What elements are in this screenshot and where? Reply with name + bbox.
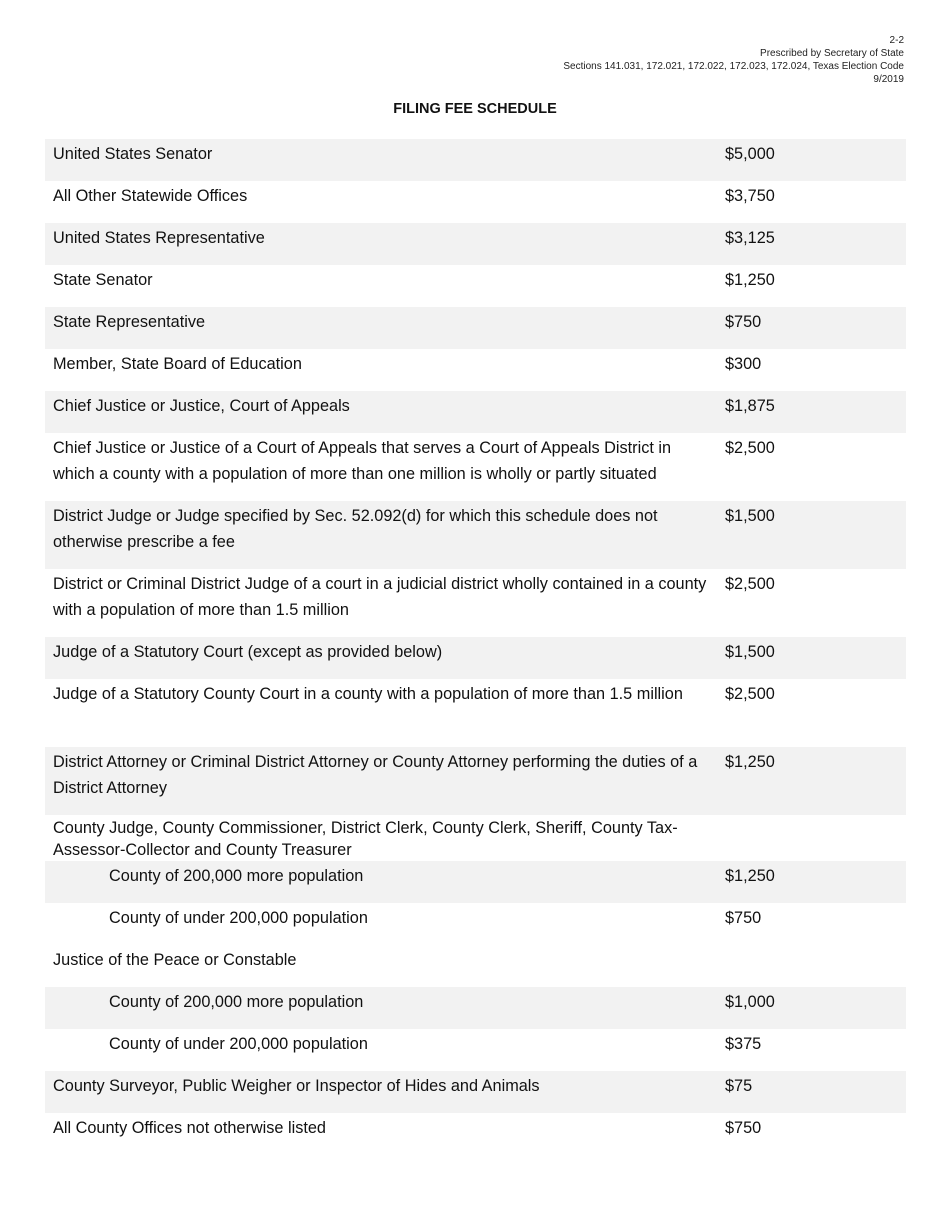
fee-amount: $1,875 — [725, 397, 775, 415]
code-sections: Sections 141.031, 172.021, 172.022, 172.023, 172.024, Texas Election Code — [563, 61, 904, 72]
table-row — [45, 861, 906, 903]
table-row — [45, 265, 906, 307]
table-row — [45, 433, 906, 501]
table-row — [45, 747, 906, 815]
fee-amount: $75 — [725, 1077, 753, 1095]
fee-amount: $5,000 — [725, 145, 775, 163]
office-label: County of 200,000 more population — [109, 867, 364, 885]
table-row — [45, 1113, 906, 1155]
office-label: County Judge, County Commissioner, District Clerk, County Clerk, Sheriff, County Tax-Assessor-Collector and County Treasurer — [53, 819, 678, 859]
fee-table — [45, 139, 906, 1155]
office-label: County of under 200,000 population — [109, 909, 368, 927]
prescribed-by: Prescribed by Secretary of State — [760, 48, 904, 59]
fee-amount: $3,750 — [725, 187, 775, 205]
table-row — [45, 945, 906, 987]
table-row — [45, 1029, 906, 1071]
fee-amount: $1,500 — [725, 507, 775, 525]
table-row — [45, 637, 906, 679]
fee-amount: $1,250 — [725, 271, 775, 289]
form-date: 9/2019 — [873, 74, 904, 85]
office-label: Chief Justice or Justice of a Court of Appeals that serves a Court of Appeals District in which a county with a population of more than one million is wholly or partly situated — [53, 439, 672, 483]
office-label: County Surveyor, Public Weigher or Inspector of Hides and Animals — [53, 1077, 540, 1095]
office-label: All Other Statewide Offices — [53, 187, 248, 205]
fee-amount: $750 — [725, 1119, 762, 1137]
office-label: District or Criminal District Judge of a court in a judicial district wholly contained in a county with a population of more than 1.5 million — [53, 575, 707, 619]
fee-amount: $750 — [725, 313, 762, 331]
table-row — [45, 815, 906, 861]
table-row — [45, 987, 906, 1029]
table-row — [45, 181, 906, 223]
office-label: Judge of a Statutory County Court in a county with a population of more than 1.5 million — [53, 685, 683, 703]
table-row — [45, 903, 906, 945]
office-label: Member, State Board of Education — [53, 355, 302, 373]
office-label: United States Senator — [53, 145, 213, 163]
page-header — [563, 34, 904, 86]
table-row — [45, 679, 906, 747]
office-label: County of under 200,000 population — [109, 1035, 368, 1053]
office-label: District Attorney or Criminal District Attorney or County Attorney performing the duties of a District Attorney — [53, 753, 698, 797]
table-row — [45, 349, 906, 391]
office-label: District Judge or Judge specified by Sec. 52.092(d) for which this schedule does not otherwise prescribe a fee — [53, 507, 658, 551]
fee-amount: $1,000 — [725, 993, 775, 1011]
fee-amount: $2,500 — [725, 439, 775, 457]
fee-amount: $1,250 — [725, 867, 775, 885]
page-title: FILING FEE SCHEDULE — [393, 101, 557, 117]
office-label: Justice of the Peace or Constable — [53, 951, 297, 969]
table-row — [45, 223, 906, 265]
fee-amount: $1,500 — [725, 643, 775, 661]
office-label: United States Representative — [53, 229, 265, 247]
table-row — [45, 569, 906, 637]
fee-amount: $2,500 — [725, 575, 775, 593]
office-label: County of 200,000 more population — [109, 993, 364, 1011]
office-label: State Senator — [53, 271, 153, 289]
page-number: 2-2 — [889, 35, 904, 46]
table-row — [45, 391, 906, 433]
office-label: Judge of a Statutory Court (except as provided below) — [53, 643, 443, 661]
fee-amount: $300 — [725, 355, 762, 373]
office-label: State Representative — [53, 313, 206, 331]
table-row — [45, 307, 906, 349]
office-label: Chief Justice or Justice, Court of Appeals — [53, 397, 350, 415]
fee-amount: $375 — [725, 1035, 762, 1053]
table-row — [45, 501, 906, 569]
fee-amount: $1,250 — [725, 753, 775, 771]
fee-amount: $3,125 — [725, 229, 775, 247]
office-label: All County Offices not otherwise listed — [53, 1119, 326, 1137]
fee-amount: $2,500 — [725, 685, 775, 703]
fee-amount: $750 — [725, 909, 762, 927]
table-row — [45, 1071, 906, 1113]
table-row — [45, 139, 906, 181]
